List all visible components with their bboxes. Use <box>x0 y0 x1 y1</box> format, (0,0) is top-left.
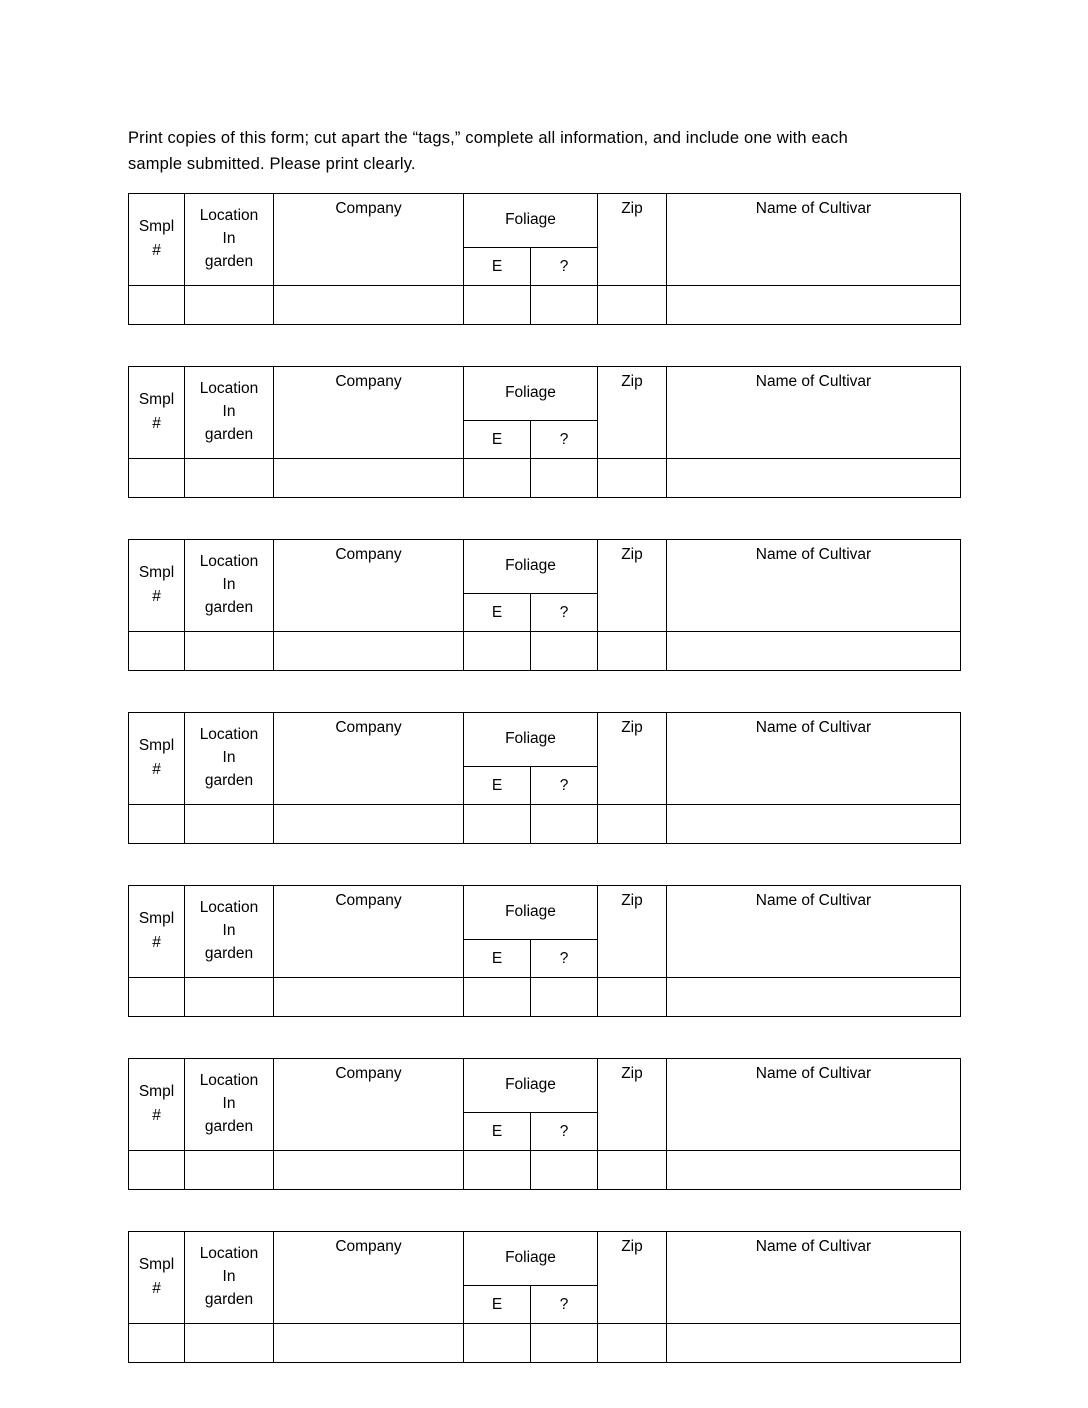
sample-tag <box>128 1231 961 1363</box>
header-location-in-garden <box>185 1059 274 1151</box>
tag-entry-row <box>129 459 961 498</box>
header-foliage-question: ? <box>531 248 598 286</box>
field-zip[interactable] <box>598 1151 667 1190</box>
instructions-paragraph <box>128 126 928 177</box>
field-sample-number[interactable] <box>129 459 185 498</box>
header-foliage: Foliage <box>464 1059 598 1113</box>
field-cultivar-name[interactable] <box>667 978 961 1017</box>
field-zip[interactable] <box>598 978 667 1017</box>
header-location-line2: In <box>222 575 236 593</box>
field-foliage-question[interactable] <box>531 286 598 325</box>
header-sample-number <box>129 194 185 286</box>
sample-tag <box>128 539 961 671</box>
field-location-in-garden[interactable] <box>185 1151 274 1190</box>
header-sample-number-line2: # <box>152 587 161 605</box>
header-location-in-garden <box>185 194 274 286</box>
header-foliage-e: E <box>464 940 531 978</box>
header-location-line2: In <box>222 1267 236 1285</box>
header-company: Company <box>274 1232 464 1324</box>
header-zip: Zip <box>598 1232 667 1324</box>
header-foliage: Foliage <box>464 1232 598 1286</box>
header-location-line2: In <box>222 921 236 939</box>
header-location-in-garden <box>185 1232 274 1324</box>
header-foliage-question: ? <box>531 1286 598 1324</box>
header-location-in-garden <box>185 886 274 978</box>
header-location-line3: garden <box>204 1291 254 1309</box>
header-location-line3: garden <box>204 253 254 271</box>
header-sample-number-line1: Smpl <box>138 218 175 236</box>
header-location-line2: In <box>222 402 236 420</box>
header-sample-number-line2: # <box>152 760 161 778</box>
field-foliage-question[interactable] <box>531 1324 598 1363</box>
header-sample-number-line1: Smpl <box>138 910 175 928</box>
header-location-line2: In <box>222 748 236 766</box>
field-company[interactable] <box>274 286 464 325</box>
field-foliage-question[interactable] <box>531 632 598 671</box>
field-location-in-garden[interactable] <box>185 632 274 671</box>
header-zip: Zip <box>598 713 667 805</box>
header-sample-number-line2: # <box>152 241 161 259</box>
header-location-in-garden <box>185 367 274 459</box>
header-foliage-question: ? <box>531 594 598 632</box>
header-foliage-question: ? <box>531 767 598 805</box>
field-zip[interactable] <box>598 459 667 498</box>
header-sample-number-line2: # <box>152 414 161 432</box>
header-sample-number <box>129 367 185 459</box>
header-company: Company <box>274 540 464 632</box>
header-cultivar-name: Name of Cultivar <box>667 886 961 978</box>
field-cultivar-name[interactable] <box>667 805 961 844</box>
header-location-line1: Location <box>199 552 259 570</box>
header-location-line1: Location <box>199 206 259 224</box>
header-sample-number-line2: # <box>152 1279 161 1297</box>
field-cultivar-name[interactable] <box>667 459 961 498</box>
header-location-in-garden <box>185 713 274 805</box>
header-zip: Zip <box>598 1059 667 1151</box>
header-cultivar-name: Name of Cultivar <box>667 367 961 459</box>
header-cultivar-name: Name of Cultivar <box>667 540 961 632</box>
header-zip: Zip <box>598 367 667 459</box>
header-foliage: Foliage <box>464 540 598 594</box>
field-company[interactable] <box>274 978 464 1017</box>
header-company: Company <box>274 194 464 286</box>
header-zip: Zip <box>598 194 667 286</box>
header-location-line1: Location <box>199 898 259 916</box>
header-location-line1: Location <box>199 379 259 397</box>
header-location-line2: In <box>222 1094 236 1112</box>
field-zip[interactable] <box>598 632 667 671</box>
header-sample-number <box>129 1059 185 1151</box>
field-company[interactable] <box>274 805 464 844</box>
field-zip[interactable] <box>598 1324 667 1363</box>
tag-entry-row <box>129 805 961 844</box>
field-company[interactable] <box>274 1151 464 1190</box>
header-cultivar-name: Name of Cultivar <box>667 1059 961 1151</box>
tag-entry-row <box>129 1324 961 1363</box>
field-sample-number[interactable] <box>129 978 185 1017</box>
sample-tag <box>128 1058 961 1190</box>
header-location-line1: Location <box>199 1244 259 1262</box>
tag-list <box>128 193 960 1404</box>
sample-tag <box>128 885 961 1017</box>
header-sample-number-line1: Smpl <box>138 1256 175 1274</box>
header-foliage-e: E <box>464 248 531 286</box>
field-sample-number[interactable] <box>129 286 185 325</box>
tag-header-row <box>129 1232 961 1286</box>
tag-header-row <box>129 713 961 767</box>
header-foliage: Foliage <box>464 194 598 248</box>
header-location-line2: In <box>222 229 236 247</box>
header-foliage-e: E <box>464 1286 531 1324</box>
field-cultivar-name[interactable] <box>667 286 961 325</box>
field-foliage-question[interactable] <box>531 805 598 844</box>
header-foliage-question: ? <box>531 1113 598 1151</box>
field-company[interactable] <box>274 1324 464 1363</box>
header-foliage-e: E <box>464 1113 531 1151</box>
header-foliage-e: E <box>464 594 531 632</box>
field-zip[interactable] <box>598 286 667 325</box>
header-location-line1: Location <box>199 725 259 743</box>
field-cultivar-name[interactable] <box>667 1324 961 1363</box>
field-foliage-e[interactable] <box>464 286 531 325</box>
field-foliage-question[interactable] <box>531 1151 598 1190</box>
sample-tag <box>128 712 961 844</box>
header-company: Company <box>274 1059 464 1151</box>
field-company[interactable] <box>274 459 464 498</box>
header-sample-number-line1: Smpl <box>138 564 175 582</box>
tag-header-row <box>129 194 961 248</box>
field-cultivar-name[interactable] <box>667 632 961 671</box>
header-location-line3: garden <box>204 772 254 790</box>
header-cultivar-name: Name of Cultivar <box>667 194 961 286</box>
field-foliage-e[interactable] <box>464 459 531 498</box>
field-sample-number[interactable] <box>129 632 185 671</box>
header-foliage-question: ? <box>531 940 598 978</box>
header-foliage: Foliage <box>464 367 598 421</box>
field-sample-number[interactable] <box>129 1151 185 1190</box>
header-location-line1: Location <box>199 1071 259 1089</box>
header-sample-number-line2: # <box>152 1106 161 1124</box>
header-foliage-question: ? <box>531 421 598 459</box>
tag-entry-row <box>129 632 961 671</box>
field-cultivar-name[interactable] <box>667 1151 961 1190</box>
field-foliage-question[interactable] <box>531 459 598 498</box>
header-sample-number-line2: # <box>152 933 161 951</box>
header-location-line3: garden <box>204 1118 254 1136</box>
field-foliage-e[interactable] <box>464 1324 531 1363</box>
header-location-line3: garden <box>204 945 254 963</box>
field-foliage-e[interactable] <box>464 978 531 1017</box>
field-location-in-garden[interactable] <box>185 286 274 325</box>
tag-header-row <box>129 367 961 421</box>
sample-tag <box>128 193 961 325</box>
header-foliage: Foliage <box>464 886 598 940</box>
header-cultivar-name: Name of Cultivar <box>667 1232 961 1324</box>
field-foliage-question[interactable] <box>531 978 598 1017</box>
header-sample-number <box>129 713 185 805</box>
header-company: Company <box>274 367 464 459</box>
header-zip: Zip <box>598 886 667 978</box>
field-foliage-e[interactable] <box>464 805 531 844</box>
header-foliage-e: E <box>464 767 531 805</box>
field-sample-number[interactable] <box>129 1324 185 1363</box>
header-sample-number <box>129 1232 185 1324</box>
header-foliage-e: E <box>464 421 531 459</box>
field-location-in-garden[interactable] <box>185 805 274 844</box>
field-sample-number[interactable] <box>129 805 185 844</box>
tag-header-row <box>129 886 961 940</box>
field-foliage-e[interactable] <box>464 632 531 671</box>
field-location-in-garden[interactable] <box>185 459 274 498</box>
header-sample-number-line1: Smpl <box>138 1083 175 1101</box>
header-zip: Zip <box>598 540 667 632</box>
tag-header-row <box>129 540 961 594</box>
header-location-in-garden <box>185 540 274 632</box>
header-sample-number-line1: Smpl <box>138 737 175 755</box>
field-company[interactable] <box>274 632 464 671</box>
header-sample-number <box>129 540 185 632</box>
field-location-in-garden[interactable] <box>185 978 274 1017</box>
header-company: Company <box>274 713 464 805</box>
instructions-line-1: Print copies of this form; cut apart the “tags,” complete all information, and include one with each <box>128 129 848 147</box>
header-foliage: Foliage <box>464 713 598 767</box>
field-zip[interactable] <box>598 805 667 844</box>
header-location-line3: garden <box>204 599 254 617</box>
instructions-line-2: sample submitted. Please print clearly. <box>128 154 416 173</box>
tag-entry-row <box>129 978 961 1017</box>
tag-entry-row <box>129 286 961 325</box>
header-sample-number-line1: Smpl <box>138 391 175 409</box>
sample-tag <box>128 366 961 498</box>
header-sample-number <box>129 886 185 978</box>
field-foliage-e[interactable] <box>464 1151 531 1190</box>
header-company: Company <box>274 886 464 978</box>
tag-entry-row <box>129 1151 961 1190</box>
tag-header-row <box>129 1059 961 1113</box>
field-location-in-garden[interactable] <box>185 1324 274 1363</box>
header-cultivar-name: Name of Cultivar <box>667 713 961 805</box>
header-location-line3: garden <box>204 426 254 444</box>
